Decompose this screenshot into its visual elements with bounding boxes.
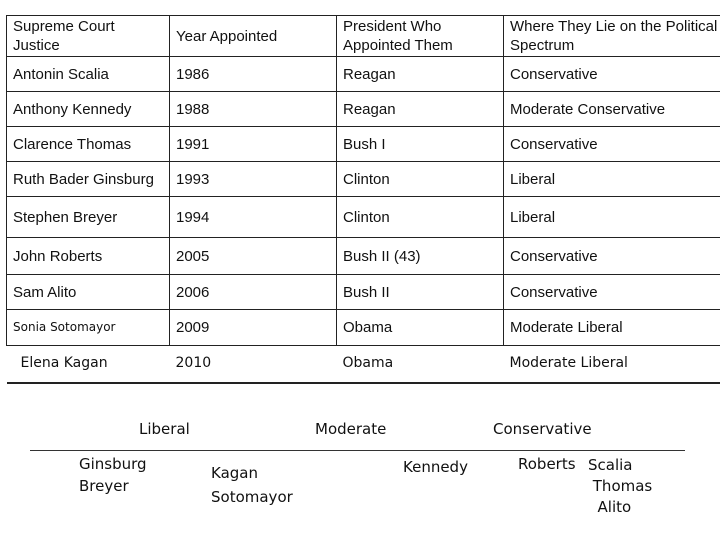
cell-year: 2006	[170, 275, 337, 310]
cell-president: Reagan	[337, 92, 504, 127]
cell-year: 1988	[170, 92, 337, 127]
cell-year: 1991	[170, 127, 337, 162]
cell-spectrum: Conservative	[504, 57, 720, 92]
moderate-label: Moderate	[315, 420, 387, 438]
cell-year: 1986	[170, 57, 337, 92]
liberal-label: Liberal	[139, 420, 190, 438]
cell-spectrum: Moderate Conservative	[504, 92, 720, 127]
conservative-justices: Scalia Thomas Alito	[588, 456, 653, 516]
cell-justice: Antonin Scalia	[7, 57, 170, 92]
header-president: President Who Appointed Them	[337, 16, 504, 57]
cell-justice: Elena Kagan	[7, 346, 170, 383]
moderate-justices: Kennedy	[403, 458, 468, 476]
cell-spectrum: Conservative	[504, 275, 720, 310]
cell-justice: Sonia Sotomayor	[7, 310, 170, 346]
cell-spectrum: Conservative	[504, 238, 720, 275]
cell-year: 1994	[170, 197, 337, 238]
cell-spectrum: Conservative	[504, 127, 720, 162]
cell-spectrum: Liberal	[504, 197, 720, 238]
cell-president: Bush I	[337, 127, 504, 162]
cell-president: Obama	[337, 346, 504, 383]
header-year: Year Appointed	[170, 16, 337, 57]
conservative-label: Conservative	[493, 420, 592, 438]
cell-justice: Anthony Kennedy	[7, 92, 170, 127]
moderate-liberal-justices: Kagan Sotomayor	[211, 464, 293, 506]
cell-president: Bush II	[337, 275, 504, 310]
cell-president: Reagan	[337, 57, 504, 92]
cell-justice: Stephen Breyer	[7, 197, 170, 238]
liberal-justices: Ginsburg Breyer	[79, 455, 147, 495]
header-spectrum: Where They Lie on the Political Spectrum	[504, 16, 720, 57]
cell-president: Clinton	[337, 197, 504, 238]
roberts-label: Roberts	[518, 455, 576, 473]
cell-justice: Sam Alito	[7, 275, 170, 310]
cell-president: Clinton	[337, 162, 504, 197]
cell-year: 2009	[170, 310, 337, 346]
cell-spectrum: Moderate Liberal	[504, 346, 720, 383]
cell-year: 1993	[170, 162, 337, 197]
cell-president: Obama	[337, 310, 504, 346]
cell-year: 2010	[170, 346, 337, 383]
cell-president: Bush II (43)	[337, 238, 504, 275]
cell-justice: Ruth Bader Ginsburg	[7, 162, 170, 197]
cell-spectrum: Moderate Liberal	[504, 310, 720, 346]
cell-justice: Clarence Thomas	[7, 127, 170, 162]
cell-justice: John Roberts	[7, 238, 170, 275]
header-justice: Supreme Court Justice	[7, 16, 170, 57]
cell-spectrum: Liberal	[504, 162, 720, 197]
cell-year: 2005	[170, 238, 337, 275]
spectrum-axis-line	[30, 450, 685, 451]
